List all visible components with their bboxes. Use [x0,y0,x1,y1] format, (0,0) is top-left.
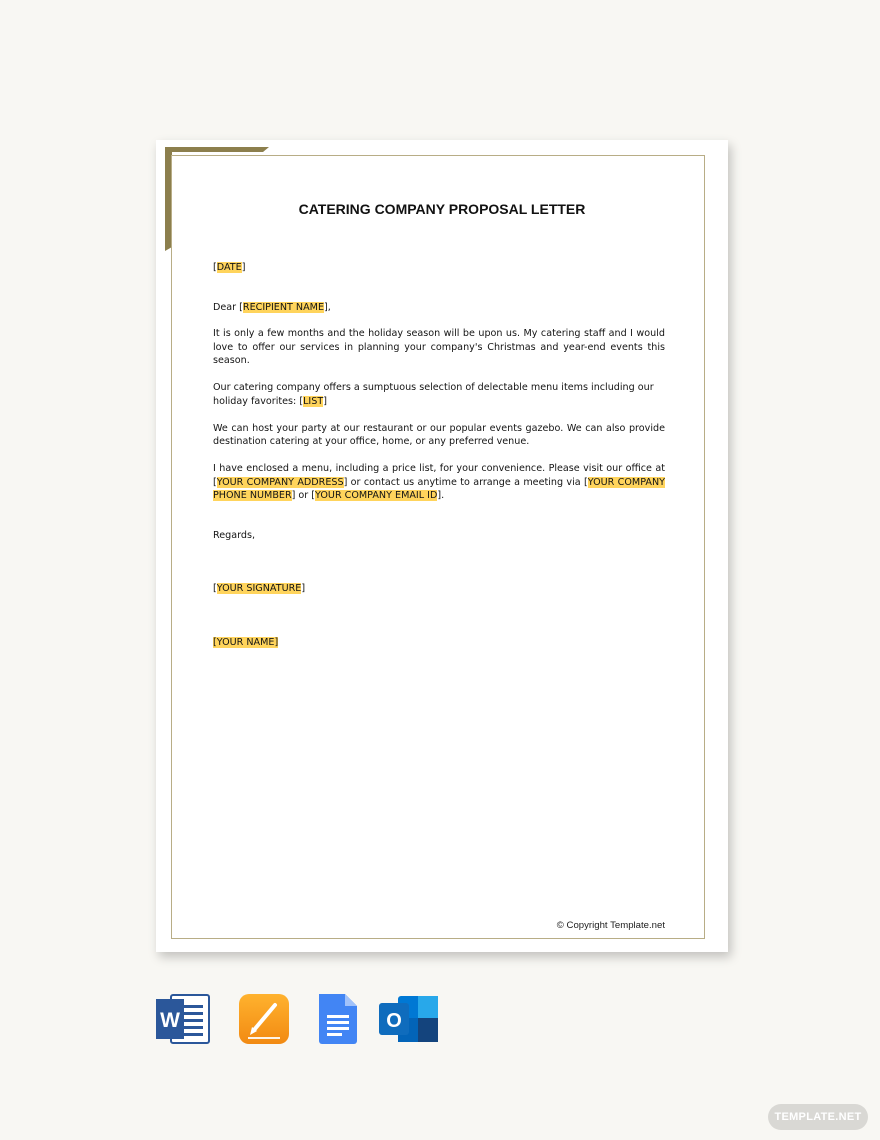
paragraph-contact: I have enclosed a menu, including a price list, for your convenience. Please visit our office at [YOUR COMPANY ADDRESS] or contact us anytime to arrange a meeting via [YOUR COMPANY PHONE NUMBER] or [YOUR COMPANY EMAIL ID]. [213,463,665,501]
name-line [213,636,665,650]
document-page [156,140,728,952]
date-line: [DATE] [213,262,246,273]
recipient-placeholder[interactable]: RECIPIENT NAME [242,301,325,313]
salutation: Dear [RECIPIENT NAME], [213,301,331,313]
signature-line: [YOUR SIGNATURE] [213,583,306,594]
closing: Regards, [213,529,256,541]
compatible-apps [0,993,880,1045]
pages-icon[interactable] [238,993,290,1045]
copyright-notice: © Copyright Template.net [556,920,665,931]
company-email-placeholder[interactable]: YOUR COMPANY EMAIL ID [315,490,438,501]
list-placeholder[interactable]: LIST [303,395,324,407]
word-icon[interactable] [154,993,212,1045]
google-docs-icon[interactable] [316,993,360,1045]
company-address-placeholder[interactable]: YOUR COMPANY ADDRESS [216,476,344,488]
document-title: CATERING COMPANY PROPOSAL LETTER [298,201,586,217]
word-letter: W [160,1009,180,1032]
name-placeholder[interactable]: [YOUR NAME] [213,636,279,648]
date-placeholder[interactable]: DATE [216,262,242,273]
paragraph-menu: Our catering company offers a sumptuous selection of delectable menu items including our holiday favorites: [LIST] [213,382,654,407]
outlook-letter: O [386,1010,402,1032]
outlook-icon[interactable] [378,993,440,1045]
paragraph-intro: It is only a few months and the holiday season will be upon us. My catering staff and I would love to offer our services in planning your company's Christmas and year-end events this season. [213,328,665,366]
company-phone-placeholder[interactable]: YOUR COMPANY PHONE NUMBER [213,476,665,501]
letter-body [213,261,665,649]
paragraph-venue: We can host your party at our restaurant or our popular events gazebo. We can also provide destination catering at your office, home, or any preferred venue. [213,422,665,447]
template-net-badge[interactable]: TEMPLATE.NET [768,1104,868,1130]
signature-placeholder[interactable]: YOUR SIGNATURE [216,583,302,594]
